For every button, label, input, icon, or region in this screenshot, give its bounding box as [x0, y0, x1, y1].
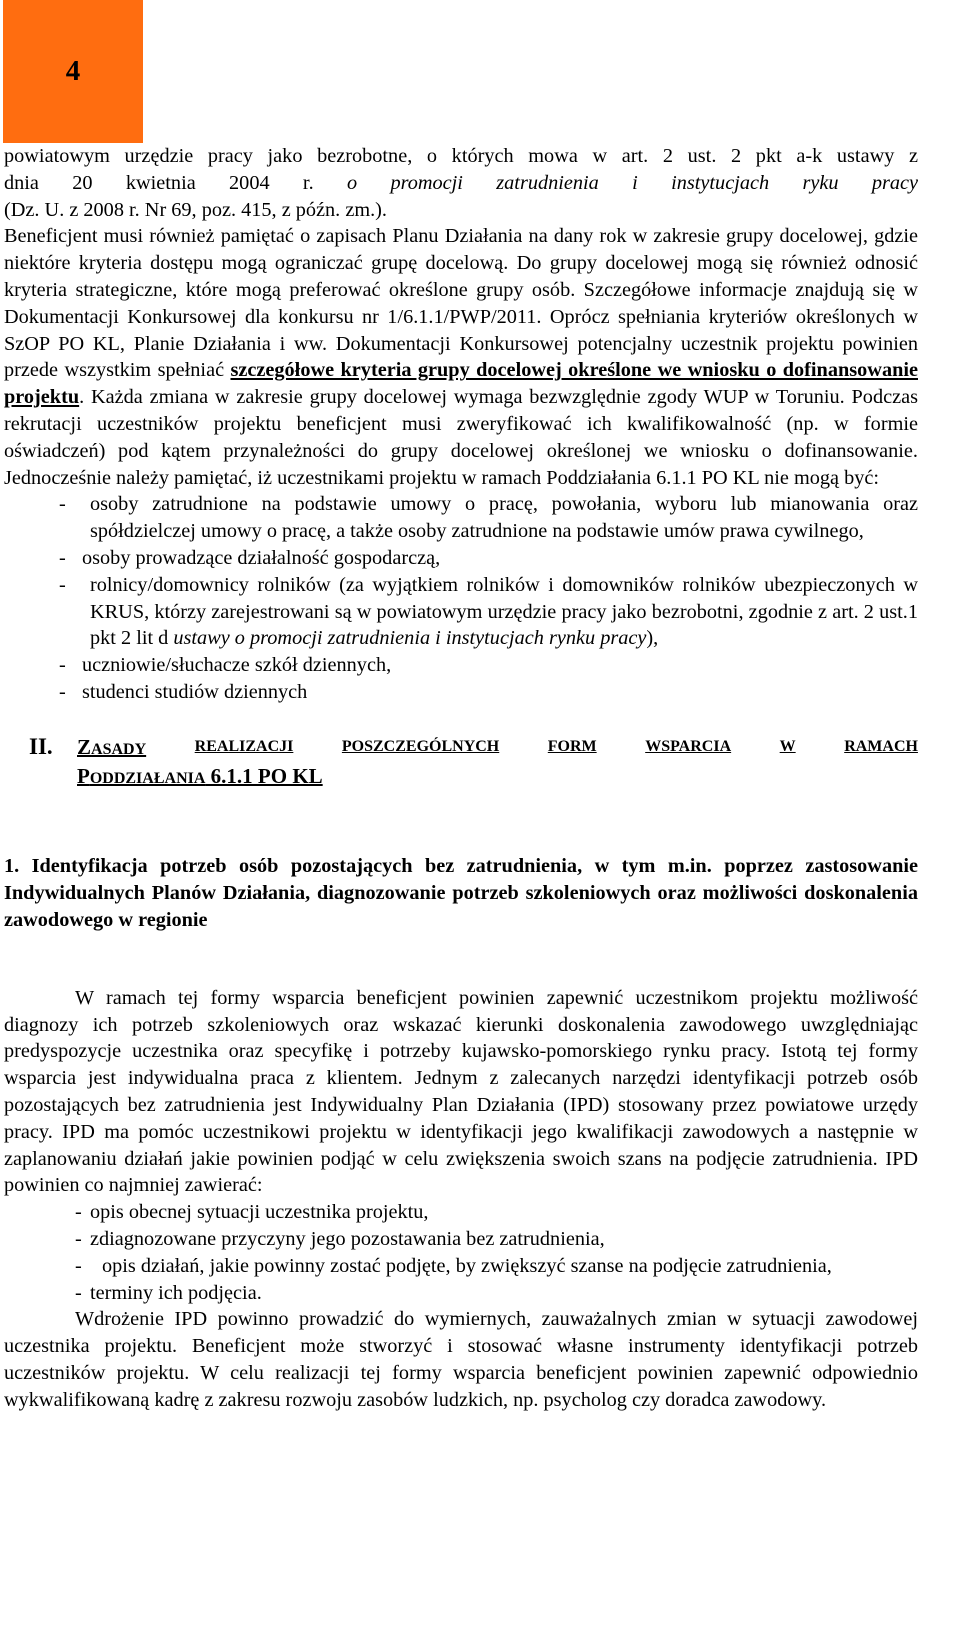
- dash: -: [75, 1254, 82, 1277]
- paragraph-ipd-intro: W ramach tej formy wsparcia beneficjent powinien zapewnić uczestnikom projektu możliwość diagnozy ich potrzeb szkoleniowych oraz wskazać kierunki doskonalenia zawodowego uwzględniając predyspozycje uczestnika oraz specyfikę i potrzeby kujawsko-pomorskiego rynku pracy. Istotą tej formy wsparcia jest indywidualna praca z klientem. Jednym z zalecanych narzędzi identyfikacji potrzeb osób pozostających bez zatrudnienia jest Indywidualny Plan Działania (IPD) stosowany przez powiatowe urzędy pracy. IPD ma pomóc uczestnikowi projektu w identyfikacji jego kwalifikacji zawodowych a następnie w zaplanowaniu działań jakie powinien podjąć w celu zwiększenia swoich szans na podjęcie zatrudnienia. IPD powinien co najmniej zawierać:: [4, 986, 918, 1197]
- list-item: [4, 1226, 918, 1253]
- line: [4, 170, 918, 197]
- heading-word: FORM: [547, 737, 597, 755]
- page-number: 4: [65, 55, 81, 87]
- list-item: [4, 1199, 918, 1226]
- section-heading: [4, 734, 918, 792]
- paragraph-continuation: [4, 143, 918, 223]
- list-item-text: osoby zatrudnione na podstawie umowy o pracę, powołania, wyboru lub mianowania oraz spółdzielczej umowy o pracę, a także osoby zatrudnione na podstawie umów prawa cywilnego,: [90, 493, 918, 543]
- list-item: [4, 491, 918, 545]
- dash: -: [59, 654, 66, 677]
- heading-smallcaps: ASADY: [91, 740, 147, 758]
- page-number-tab: [3, 0, 143, 143]
- ipd-contents-list: [4, 1199, 918, 1306]
- act-title-italic: o promocji zatrudnienia i instytucjach ryku pracy: [346, 171, 918, 194]
- list-item-text: uczniowie/słuchacze szkół dziennych,: [82, 654, 392, 677]
- line: powiatowym urzędzie pracy jako bezrobotne, o których mowa w art. 2 ust. 2 pkt a-k ustawy z: [4, 145, 918, 167]
- section-number: II.: [29, 733, 53, 759]
- list-item-text: studenci studiów dziennych: [82, 680, 308, 703]
- list-item: [4, 1280, 918, 1307]
- list-item-text: ),: [646, 627, 659, 650]
- list-item-text: zdiagnozowane przyczyny jego pozostawania bez zatrudnienia,: [90, 1227, 605, 1250]
- text-part: Beneficjent musi również pamiętać o zapisach Planu Działania na dany rok w zakresie grupy docelowej, gdzie niektóre kryteria dostępu mogą ograniczać grupę docelową. Do grupy docelowej mogą się również odnosić kryteria strategiczne, które mogą preferować określone grupy osób. Szczegółowe informacje znajdują się w Dokumentacji Konkursowej dla konkursu nr 1/6.1.1/PWP/2011. Oprócz spełniania kryteriów określonych w SzOP PO KL, Planie Działania i ww. Dokumentacji Konkursowej potencjalny uczestnik projektu powinien przede wszystkim spełniać: [4, 225, 918, 382]
- dash: -: [75, 1227, 82, 1250]
- exclusion-list: [4, 491, 918, 705]
- heading-word: RAMACH: [844, 737, 918, 755]
- dash: -: [75, 1281, 82, 1304]
- heading-word: [77, 734, 146, 763]
- document-body: [4, 143, 918, 1413]
- heading-cap: P: [77, 763, 90, 788]
- list-item-text: opis działań, jakie powinny zostać podjęte, by zwiększyć szanse na podjęcie zatrudnienia,: [102, 1254, 832, 1277]
- heading-word: REALIZACJI: [194, 737, 294, 755]
- heading-word: POSZCZEGÓLNYCH: [341, 737, 500, 755]
- list-item: [4, 572, 918, 652]
- list-item: [4, 1253, 918, 1280]
- list-item-text: osoby prowadzące działalność gospodarczą,: [82, 546, 441, 569]
- heading-rest: 6.1.1 PO KL: [205, 763, 323, 788]
- line-part: dnia 20 kwietnia 2004 r.: [4, 171, 347, 194]
- dash: -: [59, 573, 66, 596]
- paragraph-target-group: [4, 223, 918, 491]
- act-title-italic: ustawy o promocji zatrudnienia i instytucjach rynku pracy: [173, 627, 647, 650]
- heading-word: WSPARCIA: [645, 737, 732, 755]
- line: (Dz. U. z 2008 r. Nr 69, poz. 415, z późn. zm.).: [4, 198, 387, 221]
- heading-word: W: [779, 737, 796, 755]
- dash: -: [59, 546, 66, 569]
- list-item-text: rolnicy/domownicy rolników (za wyjątkiem rolników i domowników rolników ubezpieczonych w KRUS, którzy zarejestrowani są w powiatowym urzędzie pracy jako bezrobotni, zgodnie z art. 2 ust.1 pkt 2 lit d: [90, 573, 918, 650]
- dash: -: [59, 493, 66, 516]
- subsection-heading: 1. Identyfikacja potrzeb osób pozostających bez zatrudnienia, w tym m.in. poprzez zastosowanie Indywidualnych Planów Działania, diagnozowanie potrzeb szkoleniowych oraz możliwości doskonalenia zawodowego w regionie: [4, 854, 918, 931]
- list-item-text: terminy ich podjęcia.: [90, 1281, 262, 1304]
- text-part: . Każda zmiana w zakresie grupy docelowej wymaga bezwzględnie zgody WUP w Toruniu. Podczas rekrutacji uczestników projektu beneficjent musi zweryfikować ich kwalifikowalność (np. w formie oświadczeń) pod kątem przynależności do grupy docelowej określonej we wniosku o dofinansowanie. Jednocześnie należy pamiętać, iż uczestnikami projektu w ramach Poddziałania 6.1.1 PO KL nie mogą być:: [4, 386, 918, 489]
- list-item-text: opis obecnej sytuacji uczestnika projektu,: [90, 1201, 429, 1224]
- underlined-criteria: szczegółowe kryteria grupy docelowej określone we wniosku o dofinansowanie projektu: [4, 359, 918, 409]
- dash: -: [75, 1201, 82, 1224]
- heading-smallcaps: ODDZIAŁANIA: [89, 769, 206, 787]
- section-title-line: [77, 734, 918, 763]
- paragraph-ipd-outcome: Wdrożenie IPD powinno prowadzić do wymiernych, zauważalnych zmian w sytuacji zawodowej uczestnika projektu. Beneficjent może stworzyć i stosować własne instrumenty identyfikacji potrzeb uczestników projektu. W celu realizacji tej formy wsparcia beneficjent powinien zapewnić odpowiednio wykwalifikowaną kadrę z zakresu rozwoju zasobów ludzkich, np. psycholog czy doradca zawodowy.: [4, 1308, 918, 1411]
- dash: -: [59, 680, 66, 703]
- list-item: [4, 652, 918, 679]
- list-item: [4, 545, 918, 572]
- heading-cap: Z: [77, 734, 92, 759]
- section-title-line: [77, 763, 918, 792]
- list-item: [4, 679, 918, 706]
